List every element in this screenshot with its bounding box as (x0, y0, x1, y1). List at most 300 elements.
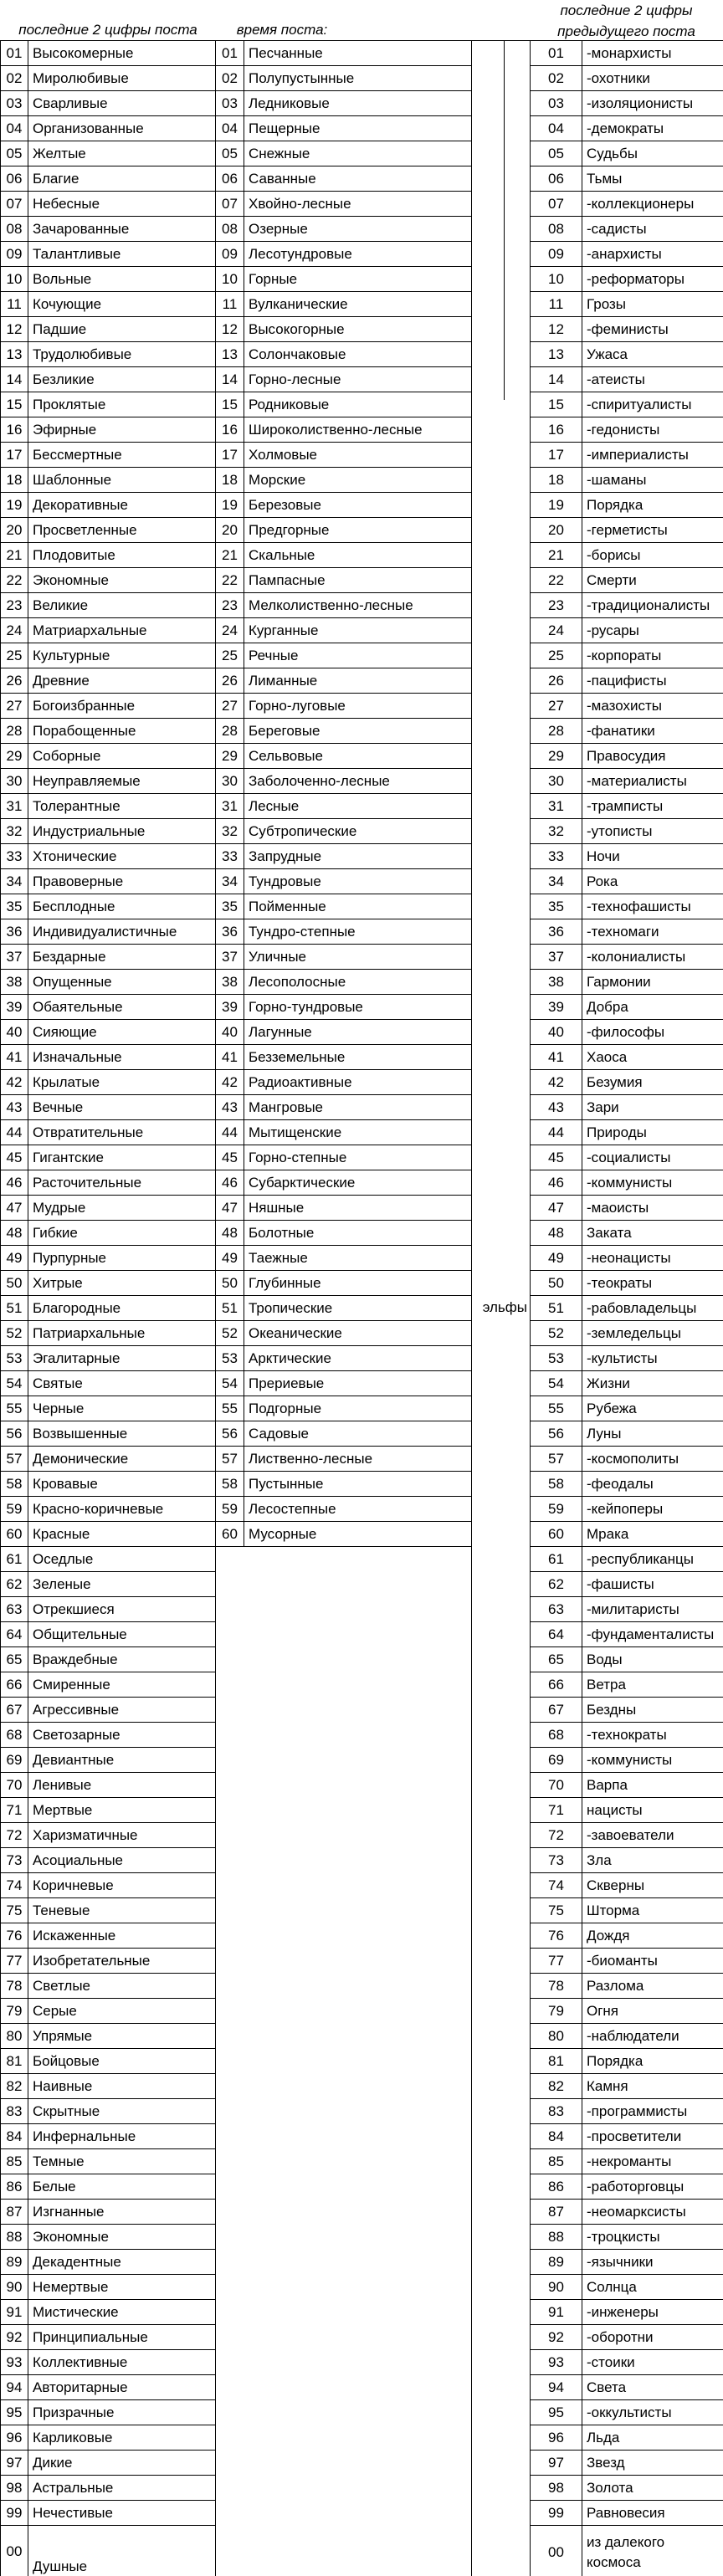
row-number: 57 (216, 1447, 244, 1471)
table-row (531, 1672, 723, 1698)
table-row (1, 392, 216, 417)
table-row (531, 443, 723, 468)
row-number: 46 (531, 1170, 582, 1195)
row-label: -атеисты (587, 371, 645, 387)
row-label: Опущенные (28, 970, 216, 994)
row-number: 43 (1, 1095, 28, 1119)
row-label: Бездны (587, 1701, 637, 1718)
table-row (1, 1949, 216, 1974)
row-number: 03 (216, 91, 244, 115)
row-number: 58 (216, 1472, 244, 1496)
row-label: Болотные (244, 1221, 472, 1245)
row-number: 82 (531, 2074, 582, 2098)
row-label: Шаблонные (28, 468, 216, 492)
table-row (1, 1346, 216, 1371)
row-number: 06 (216, 166, 244, 191)
row-label: Вольные (28, 267, 216, 291)
row-label: Золота (587, 2479, 633, 2496)
table-row (531, 819, 723, 844)
table-row (216, 1271, 472, 1296)
table-row (216, 543, 472, 568)
row-number: 59 (1, 1497, 28, 1521)
elves-label: эльфы (482, 1299, 527, 1315)
table-row (216, 217, 472, 242)
empty-extension-box (216, 1546, 472, 2576)
table-row (531, 166, 723, 192)
row-number: 50 (1, 1271, 28, 1295)
row-label: -просветители (587, 2128, 682, 2144)
table-row (1, 2225, 216, 2250)
row-label: Оседлые (28, 1547, 216, 1571)
row-number: 10 (531, 267, 582, 291)
table-row (531, 1321, 723, 1346)
row-label: Вечные (28, 1095, 216, 1119)
row-label: Харизматичные (28, 1823, 216, 1847)
row-number: 52 (1, 1321, 28, 1345)
table-row (531, 593, 723, 618)
table-row (1, 1020, 216, 1045)
table-row (216, 1472, 472, 1497)
row-number: 62 (1, 1572, 28, 1596)
row-label: Тундровые (244, 869, 472, 894)
row-number: 19 (216, 493, 244, 517)
table-row (531, 518, 723, 543)
row-number: 94 (531, 2375, 582, 2399)
row-number: 91 (1, 2300, 28, 2324)
table-row (1, 1597, 216, 1622)
row-label: Изначальные (28, 1045, 216, 1069)
row-label: -монархисты (587, 44, 672, 61)
row-number: 27 (1, 694, 28, 718)
row-number: 50 (531, 1271, 582, 1295)
row-label: Плодовитые (28, 543, 216, 567)
table-row (531, 1773, 723, 1798)
row-label: -технократы (587, 1726, 667, 1743)
row-label: Гибкие (28, 1221, 216, 1245)
table-row (1, 1371, 216, 1396)
row-number: 51 (531, 1296, 582, 1320)
row-number: 35 (1, 894, 28, 919)
table-row (1, 1472, 216, 1497)
row-label: Серые (28, 1999, 216, 2023)
row-label: Белые (28, 2174, 216, 2199)
table-row (531, 618, 723, 643)
row-label: Бойцовые (28, 2049, 216, 2073)
row-label: Курганные (244, 618, 472, 643)
row-label: Мусорные (244, 1522, 472, 1546)
table-row (1, 1045, 216, 1070)
table-row (531, 1522, 723, 1547)
row-label: Благородные (28, 1296, 216, 1320)
row-label: Талантливые (28, 242, 216, 266)
row-label: Хитрые (28, 1271, 216, 1295)
table-row (216, 1095, 472, 1120)
row-number: 79 (1, 1999, 28, 2023)
row-number: 19 (531, 493, 582, 517)
table-row (531, 769, 723, 794)
row-number: 16 (1, 417, 28, 442)
row-number: 42 (216, 1070, 244, 1094)
row-number: 13 (216, 342, 244, 366)
row-label: Трудолюбивые (28, 342, 216, 366)
row-number: 60 (1, 1522, 28, 1546)
row-number: 25 (216, 643, 244, 668)
row-number: 18 (216, 468, 244, 492)
row-label: -фашисты (587, 1575, 654, 1592)
row-label: Уличные (244, 945, 472, 969)
table-row (531, 1497, 723, 1522)
table-row (531, 392, 723, 417)
table-row (1, 1999, 216, 2024)
table-row (1, 618, 216, 643)
row-label: Сельвовые (244, 744, 472, 768)
table-row (1, 719, 216, 744)
row-label: Полупустынные (244, 66, 472, 90)
row-label: Девиантные (28, 1748, 216, 1772)
row-number: 86 (1, 2174, 28, 2199)
table-row (1, 1196, 216, 1221)
row-label: Великие (28, 593, 216, 617)
table-row (216, 317, 472, 342)
table-row (216, 995, 472, 1020)
row-number: 84 (531, 2124, 582, 2148)
row-label: -неомарксисты (587, 2203, 686, 2220)
row-number: 39 (216, 995, 244, 1019)
row-number: 41 (531, 1045, 582, 1069)
row-number: 18 (531, 468, 582, 492)
table-row (1, 2074, 216, 2099)
row-number: 04 (531, 116, 582, 141)
table-row (1, 317, 216, 342)
table-row (1, 1823, 216, 1848)
row-label: Просветленные (28, 518, 216, 542)
row-label: Пампасные (244, 568, 472, 592)
table-row (531, 2049, 723, 2074)
row-number: 09 (1, 242, 28, 266)
row-number: 38 (531, 970, 582, 994)
row-label: Природы (587, 1124, 647, 1140)
row-number: 26 (531, 668, 582, 693)
table-row (531, 1396, 723, 1421)
row-number: 20 (531, 518, 582, 542)
row-number: 86 (531, 2174, 582, 2199)
row-number: 55 (1, 1396, 28, 1421)
row-number: 53 (531, 1346, 582, 1370)
row-label: Океанические (244, 1321, 472, 1345)
row-label: из далекого космоса (587, 2534, 665, 2570)
table-row (216, 1246, 472, 1271)
row-number: 16 (216, 417, 244, 442)
row-label: Субтропические (244, 819, 472, 843)
row-number: 43 (216, 1095, 244, 1119)
row-label: Воды (587, 1651, 623, 1667)
row-number: 00 (1, 2526, 28, 2576)
table-row (531, 1346, 723, 1371)
row-number: 60 (216, 1522, 244, 1546)
row-label: -рабовладельцы (587, 1299, 697, 1316)
row-number: 26 (1, 668, 28, 693)
row-number: 83 (531, 2099, 582, 2123)
row-label: -завоеватели (587, 1826, 674, 1843)
row-label: -фанатики (587, 722, 655, 739)
row-label: Подгорные (244, 1396, 472, 1421)
table-row (216, 192, 472, 217)
table-row (1, 367, 216, 392)
row-number: 28 (531, 719, 582, 743)
row-label: Субарктические (244, 1170, 472, 1195)
row-number: 77 (1, 1949, 28, 1973)
row-number: 11 (531, 292, 582, 316)
table-row (216, 493, 472, 518)
row-number: 80 (531, 2024, 582, 2048)
row-label: Широколиственно-лесные (244, 417, 472, 442)
row-number: 64 (1, 1622, 28, 1646)
col1-header: последние 2 цифры поста (18, 22, 197, 38)
row-label: Радиоактивные (244, 1070, 472, 1094)
row-label: Мертвые (28, 1798, 216, 1822)
row-label: Красно-коричневые (28, 1497, 216, 1521)
table-row (1, 1120, 216, 1145)
row-label: Пустынные (244, 1472, 472, 1496)
table-row (1, 1622, 216, 1647)
row-label: Заболоченно-лесные (244, 769, 472, 793)
row-number: 44 (216, 1120, 244, 1145)
row-label: -герметисты (587, 521, 668, 538)
row-label: Жизни (587, 1375, 630, 1391)
row-number: 92 (1, 2325, 28, 2349)
table-row (1, 518, 216, 543)
row-number: 37 (1, 945, 28, 969)
row-number: 06 (1, 166, 28, 191)
row-number: 25 (531, 643, 582, 668)
table-row (1, 141, 216, 166)
table-row (1, 2476, 216, 2501)
row-number: 31 (531, 794, 582, 818)
row-label: -пацифисты (587, 672, 667, 689)
row-label: -коллекционеры (587, 195, 695, 212)
table-row (1, 2200, 216, 2225)
row-number: 31 (216, 794, 244, 818)
row-number: 14 (1, 367, 28, 392)
table-row (1, 1848, 216, 1873)
row-number: 67 (1, 1698, 28, 1722)
row-number: 85 (531, 2149, 582, 2174)
table-row (531, 568, 723, 593)
row-label: Расточительные (28, 1170, 216, 1195)
row-label: Душные (28, 2526, 216, 2576)
row-number: 34 (531, 869, 582, 894)
row-number: 53 (216, 1346, 244, 1370)
row-label: Запрудные (244, 844, 472, 868)
table-row (216, 643, 472, 668)
row-number: 52 (216, 1321, 244, 1345)
row-label: Принципиальные (28, 2325, 216, 2349)
table-row (531, 141, 723, 166)
table-row (1, 1647, 216, 1672)
row-label: Правоверные (28, 869, 216, 894)
row-label: -программисты (587, 2102, 688, 2119)
row-label: Солнца (587, 2278, 637, 2295)
row-label: Соборные (28, 744, 216, 768)
table-row (531, 1196, 723, 1221)
table-row (216, 342, 472, 367)
row-label: Изобретательные (28, 1949, 216, 1973)
table-row (531, 242, 723, 267)
row-number: 96 (531, 2425, 582, 2450)
row-number: 48 (531, 1221, 582, 1245)
row-number: 47 (1, 1196, 28, 1220)
row-label: Черные (28, 1396, 216, 1421)
row-label: -маоисты (587, 1199, 649, 1216)
table-row (531, 1698, 723, 1723)
row-label: Безликие (28, 367, 216, 392)
row-number: 21 (1, 543, 28, 567)
row-label: -демократы (587, 120, 664, 136)
table-row (1, 593, 216, 618)
row-label: Немертвые (28, 2275, 216, 2299)
row-label: Тьмы (587, 170, 623, 187)
row-number: 48 (1, 1221, 28, 1245)
table-row (531, 2124, 723, 2149)
row-number: 77 (531, 1949, 582, 1973)
table-row (531, 2225, 723, 2250)
table-row (531, 2174, 723, 2200)
row-number: 40 (216, 1020, 244, 1044)
row-label: Упрямые (28, 2024, 216, 2048)
table-row (1, 1923, 216, 1949)
row-number: 29 (216, 744, 244, 768)
row-label: -империалисты (587, 446, 689, 463)
roll-table-prev-post-last-digits (530, 40, 723, 2576)
table-row (1, 2149, 216, 2174)
row-number: 73 (531, 1848, 582, 1872)
row-number: 09 (216, 242, 244, 266)
table-row (1, 1572, 216, 1597)
table-row (216, 919, 472, 945)
table-row (531, 543, 723, 568)
row-number: 02 (531, 66, 582, 90)
table-row (216, 1371, 472, 1396)
table-row (531, 2375, 723, 2400)
table-row (531, 1622, 723, 1647)
row-number: 32 (216, 819, 244, 843)
row-label: Асоциальные (28, 1848, 216, 1872)
table-row (1, 2400, 216, 2425)
row-number: 32 (1, 819, 28, 843)
row-label: Коричневые (28, 1873, 216, 1897)
row-number: 28 (1, 719, 28, 743)
table-row (531, 1145, 723, 1170)
row-label: -оборотни (587, 2328, 654, 2345)
row-number: 27 (531, 694, 582, 718)
table-row (216, 91, 472, 116)
row-number: 21 (216, 543, 244, 567)
table-row (1, 2300, 216, 2325)
row-label: -охотники (587, 69, 650, 86)
row-label: Безземельные (244, 1045, 472, 1069)
row-number: 05 (216, 141, 244, 166)
table-row (531, 643, 723, 668)
row-number: 03 (531, 91, 582, 115)
table-row (531, 1472, 723, 1497)
row-number: 17 (531, 443, 582, 467)
table-row (531, 844, 723, 869)
table-row (531, 317, 723, 342)
row-number: 22 (1, 568, 28, 592)
row-label: Экономные (28, 568, 216, 592)
row-number: 42 (1, 1070, 28, 1094)
row-label: -троцкисты (587, 2228, 660, 2245)
row-label: -русары (587, 622, 639, 638)
row-number: 45 (1, 1145, 28, 1170)
table-row (216, 668, 472, 694)
row-number: 74 (531, 1873, 582, 1897)
table-row (216, 593, 472, 618)
row-number: 09 (531, 242, 582, 266)
table-row (531, 2099, 723, 2124)
row-number: 88 (531, 2225, 582, 2249)
row-number: 07 (531, 192, 582, 216)
row-label: Ветра (587, 1676, 626, 1693)
row-label: Дождя (587, 1927, 630, 1944)
row-label: Небесные (28, 192, 216, 216)
row-number: 45 (216, 1145, 244, 1170)
table-row (531, 945, 723, 970)
row-number: 12 (531, 317, 582, 341)
row-label: Декадентные (28, 2250, 216, 2274)
row-number: 65 (531, 1647, 582, 1672)
table-row (1, 970, 216, 995)
table-row (216, 267, 472, 292)
table-row (531, 1421, 723, 1447)
row-number: 10 (216, 267, 244, 291)
row-label: -фундаменталисты (587, 1626, 715, 1642)
row-label: нацисты (587, 1801, 643, 1818)
row-number: 69 (1, 1748, 28, 1772)
row-label: Горно-тундровые (244, 995, 472, 1019)
row-number: 07 (1, 192, 28, 216)
row-number: 66 (1, 1672, 28, 1697)
row-label: Призрачные (28, 2400, 216, 2425)
table-row (531, 342, 723, 367)
row-number: 15 (216, 392, 244, 417)
table-row (1, 543, 216, 568)
row-label: -кейпоперы (587, 1500, 664, 1517)
row-label: Разлома (587, 1977, 644, 1994)
row-label: -стоики (587, 2353, 635, 2370)
row-label: Звезд (587, 2454, 625, 2471)
row-number: 87 (531, 2200, 582, 2224)
row-label: Саванные (244, 166, 472, 191)
table-row (1, 91, 216, 116)
row-label: -корпораты (587, 647, 662, 663)
row-label: -садисты (587, 220, 647, 237)
row-label: Искаженные (28, 1923, 216, 1948)
table-row (216, 141, 472, 166)
table-row (1, 1723, 216, 1748)
row-number: 06 (531, 166, 582, 191)
table-row (1, 668, 216, 694)
row-label: -оккультисты (587, 2404, 672, 2420)
row-number: 89 (531, 2250, 582, 2274)
table-row (1, 995, 216, 1020)
row-number: 68 (531, 1723, 582, 1747)
row-label: Враждебные (28, 1647, 216, 1672)
row-label: -язычники (587, 2253, 654, 2270)
table-row (531, 2451, 723, 2476)
row-label: Теневые (28, 1898, 216, 1923)
table-row (1, 1873, 216, 1898)
